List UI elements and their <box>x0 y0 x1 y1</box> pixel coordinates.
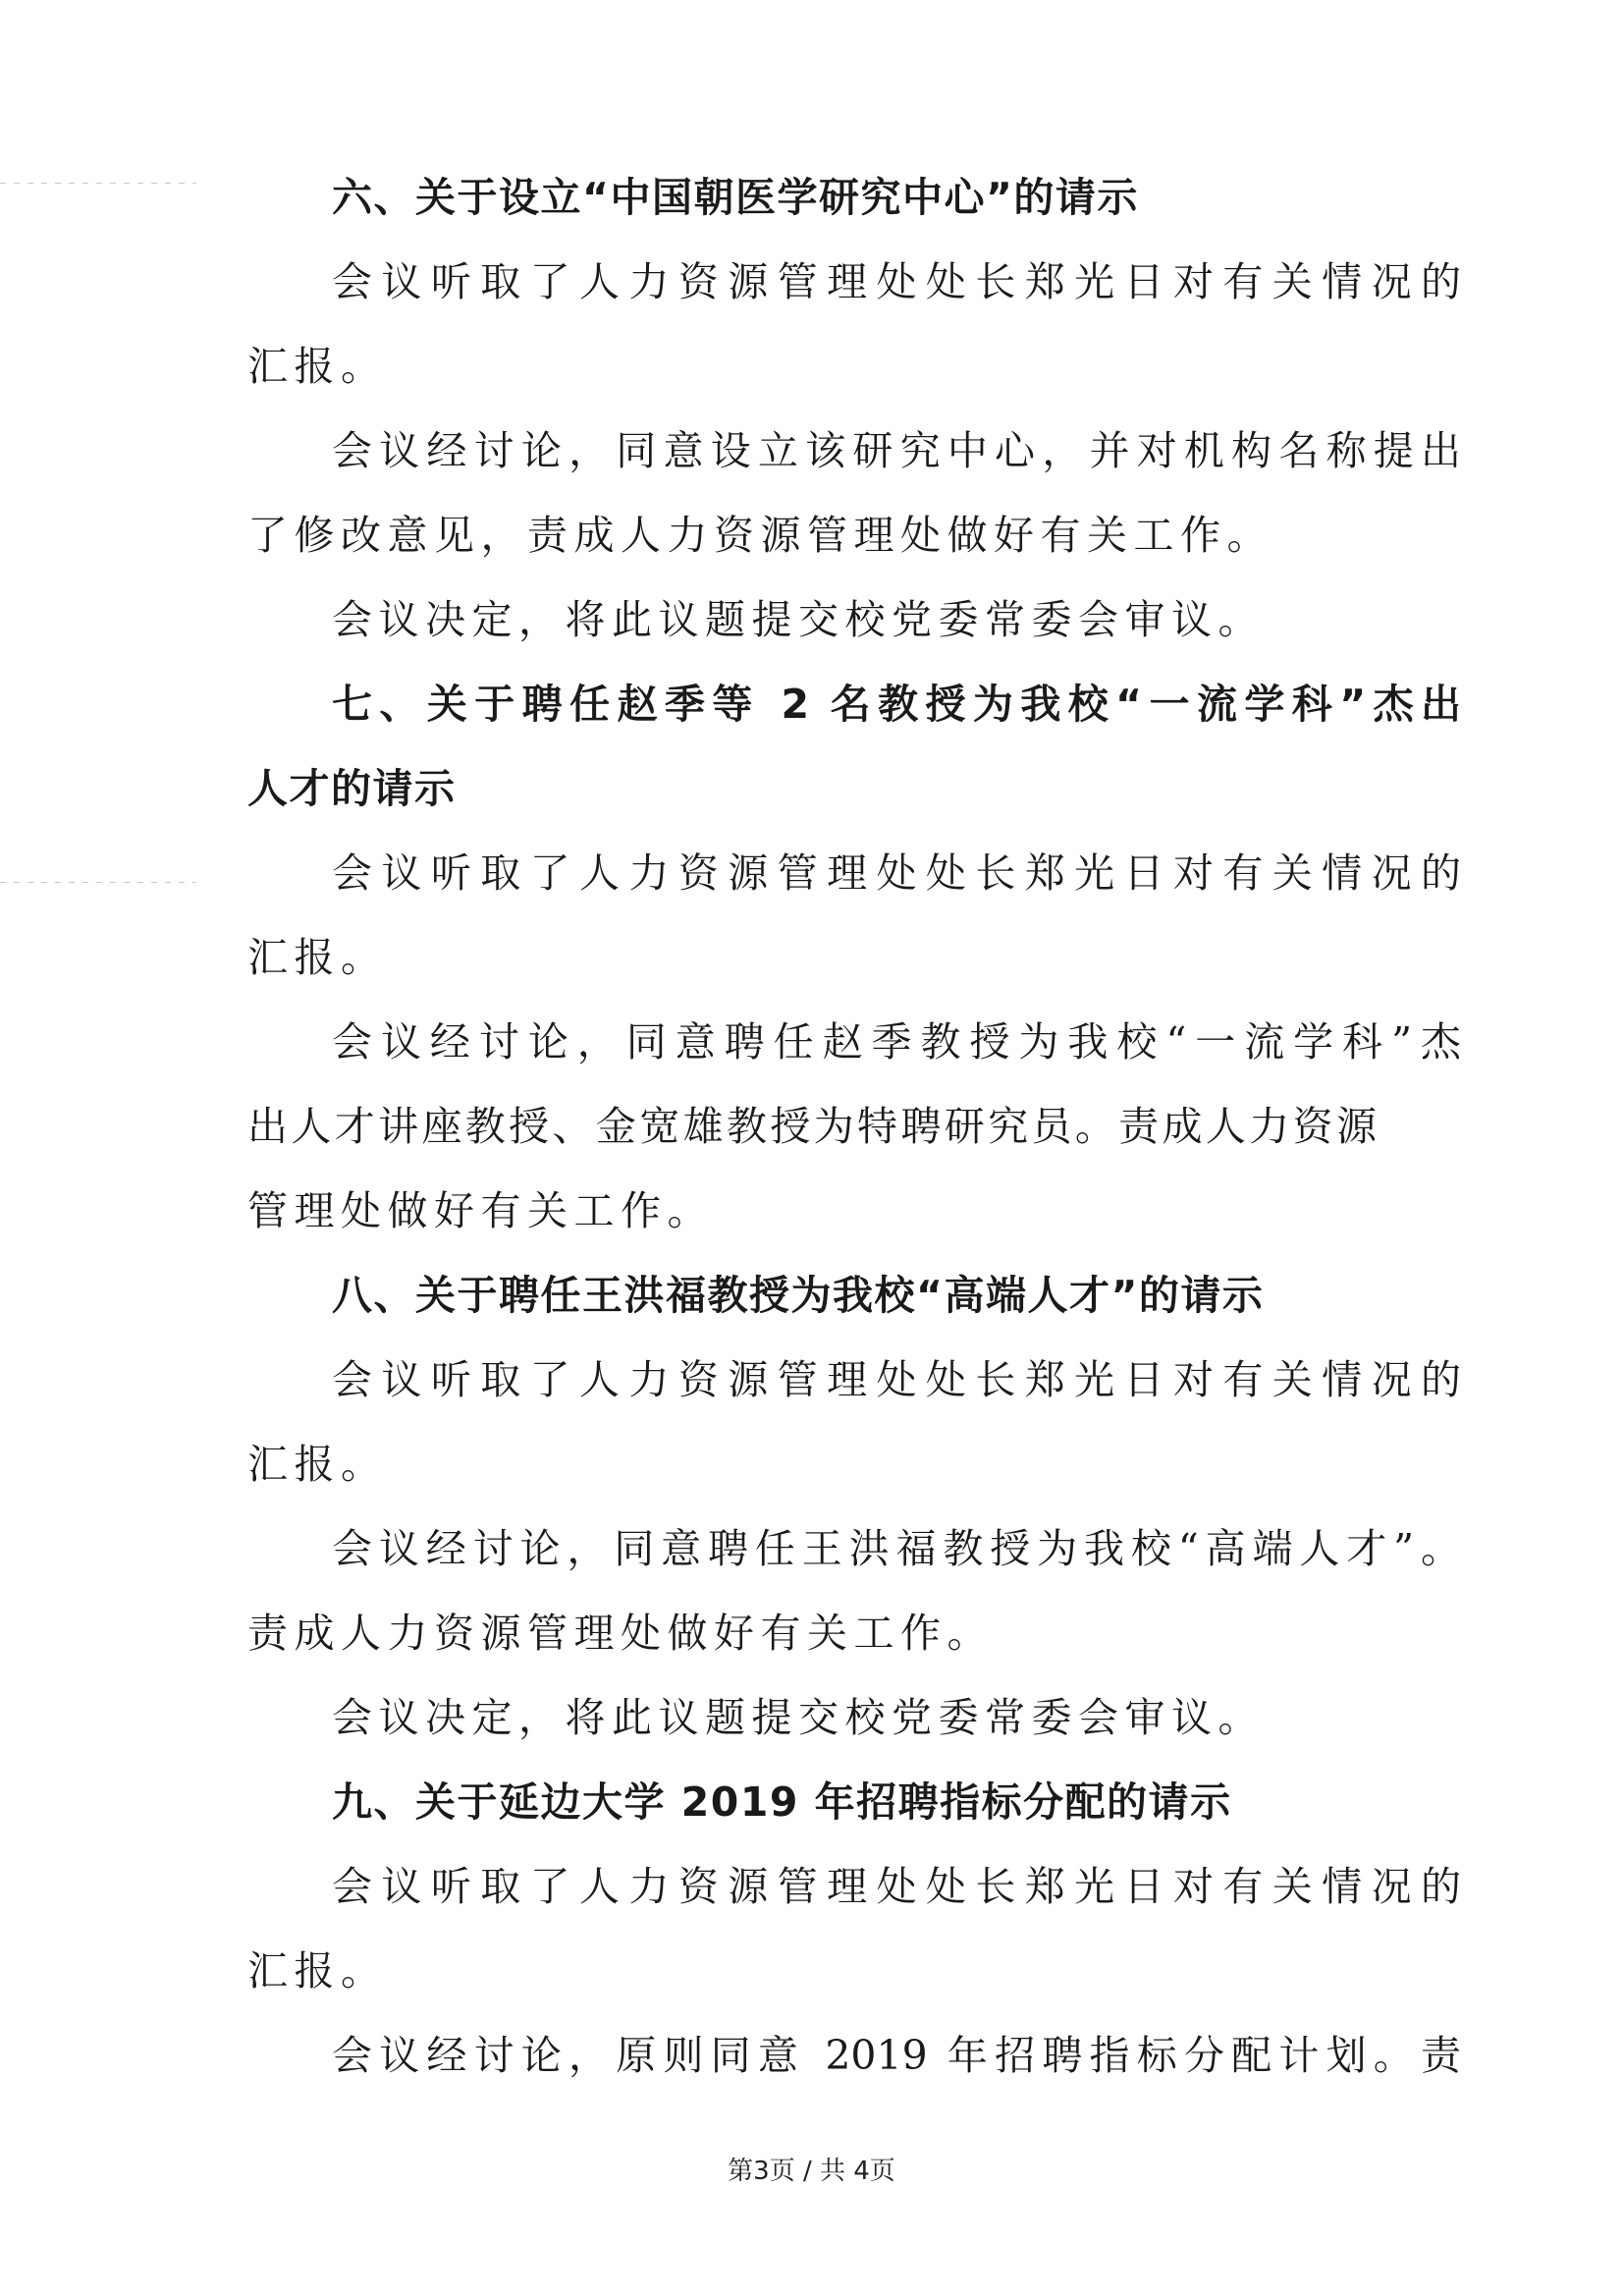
section-heading: 八、关于聘任王洪福教授为我校“高端人才”的请示 <box>332 1272 1265 1319</box>
paragraph-line: 会议经讨论，同意聘任赵季教授为我校“一流学科”杰 <box>332 1018 1461 1066</box>
paragraph-line: 会议决定，将此议题提交校党委常委会审议。 <box>332 596 1265 643</box>
document-body <box>247 155 1461 2098</box>
paragraph-line: 会议听取了人力资源管理处处长郑光日对有关情况的 <box>332 1863 1461 1910</box>
paragraph-line: 汇报。 <box>247 934 388 981</box>
scan-artifact <box>0 183 196 184</box>
page-number-footer: 第3页 / 共 4页 <box>728 2157 895 2186</box>
paragraph-line: 会议经讨论，同意聘任王洪福教授为我校“高端人才”。 <box>332 1525 1461 1572</box>
section-heading: 六、关于设立“中国朝医学研究中心”的请示 <box>332 174 1139 221</box>
section-heading: 七、关于聘任赵季等 2 名教授为我校“一流学科”杰出 <box>332 681 1461 728</box>
paragraph-line: 会议听取了人力资源管理处处长郑光日对有关情况的 <box>332 1356 1461 1403</box>
section-heading: 九、关于延边大学 2019 年招聘指标分配的请示 <box>332 1778 1232 1826</box>
paragraph-line: 会议决定，将此议题提交校党委常委会审议。 <box>332 1694 1265 1741</box>
paragraph-line: 出人才讲座教授、金宽雄教授为特聘研究员。责成人力资源 <box>247 1103 1377 1150</box>
paragraph-line: 汇报。 <box>247 1441 388 1488</box>
paragraph-line: 管理处做好有关工作。 <box>247 1187 714 1234</box>
paragraph-line: 责成人力资源管理处做好有关工作。 <box>247 1610 994 1657</box>
paragraph-line: 会议经讨论，同意设立该研究中心，并对机构名称提出 <box>332 427 1461 474</box>
paragraph-line: 会议经讨论，原则同意 2019 年招聘指标分配计划。责 <box>332 2032 1461 2079</box>
section-heading-continued: 人才的请示 <box>247 765 457 812</box>
paragraph-line: 汇报。 <box>247 343 388 390</box>
paragraph-line: 了修改意见，责成人力资源管理处做好有关工作。 <box>247 512 1273 559</box>
paragraph-line: 会议听取了人力资源管理处处长郑光日对有关情况的 <box>332 258 1461 305</box>
scan-artifact <box>0 882 196 883</box>
paragraph-line: 汇报。 <box>247 1947 388 1995</box>
paragraph-line: 会议听取了人力资源管理处处长郑光日对有关情况的 <box>332 849 1461 897</box>
